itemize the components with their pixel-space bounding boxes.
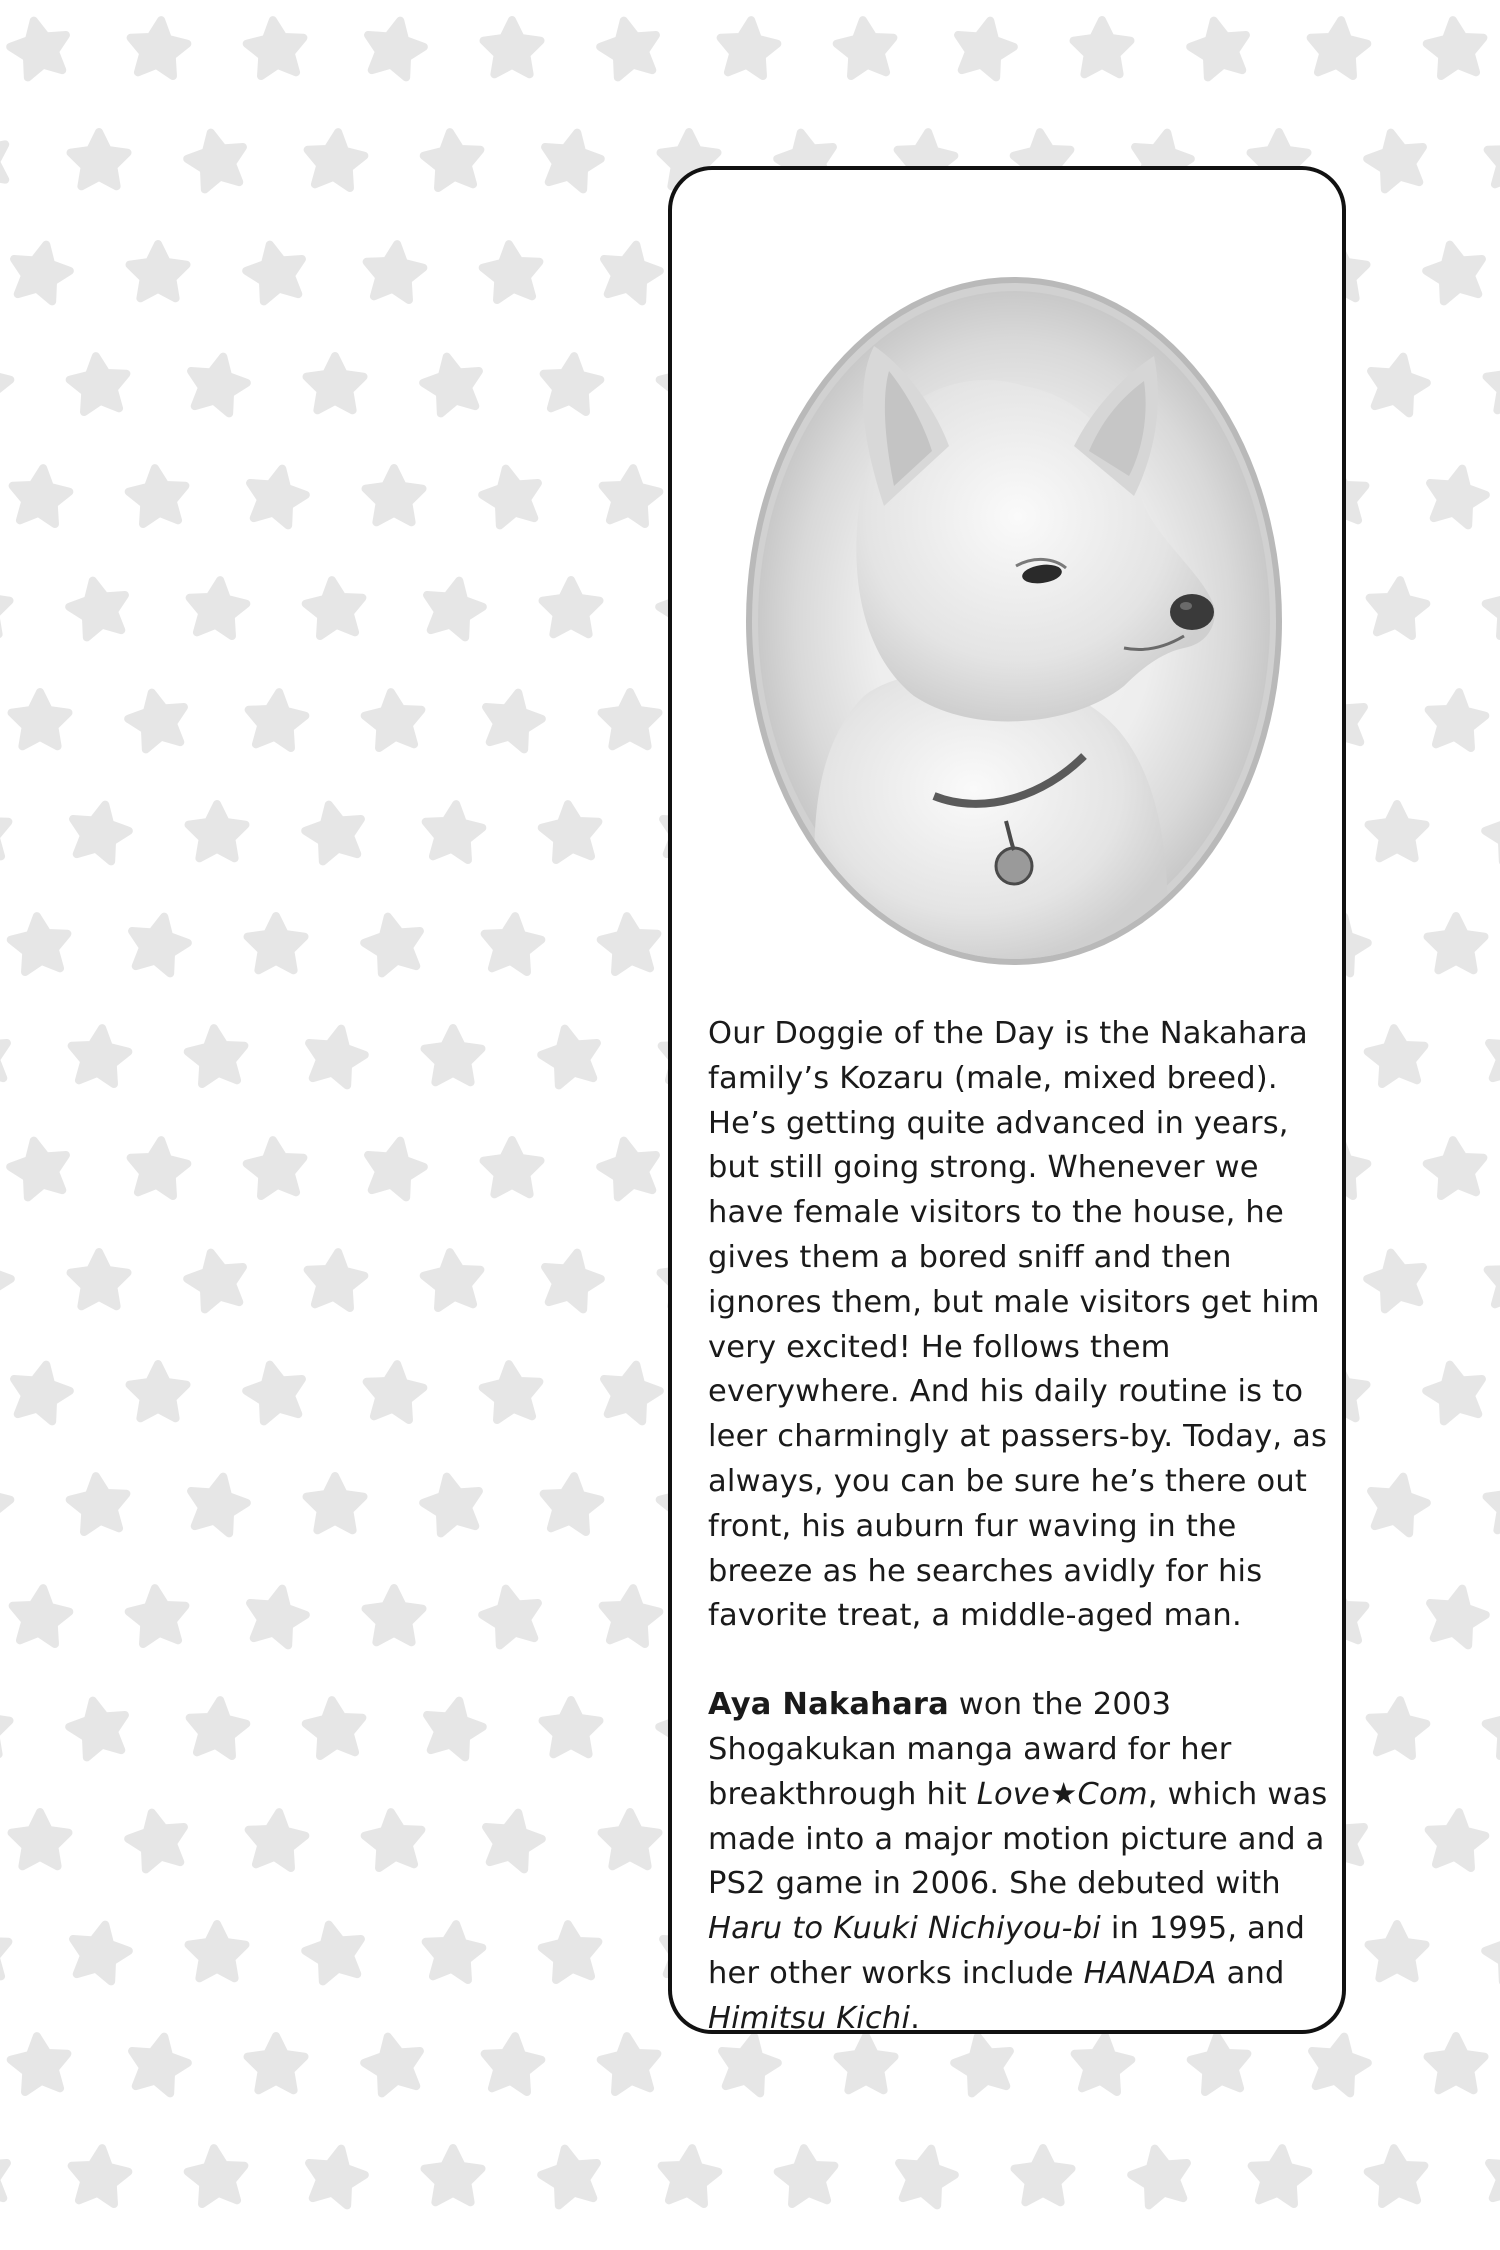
star-icon [481,1361,543,1421]
star-icon [1248,2145,1310,2205]
star-icon [1487,356,1500,410]
star-icon [361,1135,428,1200]
star-icon [596,1135,663,1200]
star-icon [540,1473,602,1533]
star-icon [1484,1249,1500,1309]
star-icon [1366,1025,1428,1085]
star-icon [1369,804,1426,858]
star-icon [1481,1919,1500,1984]
bio-text-5: . [910,2000,921,2036]
star-icon [242,239,309,304]
star-icon [597,1359,664,1424]
star-icon [0,125,16,194]
star-icon [127,1585,189,1645]
star-icon [543,1700,600,1754]
bio-text-3: in 1995, and her other works include [708,1911,1306,1991]
star-icon [184,351,251,416]
work-title-himitsu-kichi: Himitsu Kichi [708,2000,911,2036]
star-icon [124,1807,191,1872]
star-icon [243,463,310,528]
star-icon [422,1921,484,1981]
star-icon [425,2148,482,2202]
star-icon [304,1697,366,1757]
star-icon [7,1359,74,1424]
star-icon [9,465,71,525]
star-icon [838,2036,895,2090]
bio-text-4: and [1216,1955,1285,1991]
star-icon [363,241,425,301]
star-icon [481,913,543,973]
star-icon [420,575,487,640]
star-icon [68,1473,130,1533]
star-icon [1425,689,1487,749]
star-icon [0,801,12,861]
star-icon [0,1473,12,1533]
star-icon [538,1247,605,1312]
author-name: Aya Nakahara [708,1687,949,1723]
star-icon [0,2143,14,2208]
star-icon [186,1025,248,1085]
star-icon [599,2033,661,2093]
star-icon [419,1471,486,1536]
work-title-love-com: Love★Com [976,1776,1148,1812]
star-icon [599,1585,661,1645]
star-icon [6,15,73,80]
star-icon [12,1812,69,1866]
star-icon [1482,2143,1500,2208]
star-icon [363,689,425,749]
star-icon [1189,2033,1251,2093]
star-icon [1482,1023,1500,1088]
star-icon [1484,1697,1500,1757]
star-icon [717,17,779,77]
star-icon [7,239,74,304]
star-icon [245,1809,307,1869]
star-icon [596,15,663,80]
star-icon [419,351,486,416]
star-icon [360,911,427,976]
star-icon [307,356,364,410]
star-icon [422,801,484,861]
star-icon [478,463,545,528]
star-icon [66,799,133,864]
photo-caption: Our Doggie of the Day is the Nakahara family’s Kozaru (male, mixed breed). He’s getting quite advanced in years, but still going strong. Whenever we have female visitors to the house, he gives them a bored sniff and then ignores them, but male visitors get him very excited! He follows them everywhere. And his daily routine is to leer charmingly at passers-by. Today, as always, you can be sure he’s there out front, his auburn fur waving in the breeze as he searches avidly for his favorite treat, a middle-aged man. [708,1016,1328,1634]
star-icon [1127,2143,1194,2208]
dog-photo [744,276,1284,966]
star-icon [66,1919,133,1984]
star-icon [65,1695,132,1760]
star-icon [602,1812,659,1866]
star-icon [537,2143,604,2208]
star-icon [1422,239,1489,304]
star-icon [302,2143,369,2208]
bio-text-2: , which was made into a major motion picture and a PS2 game in 2006. She debuted with [708,1776,1328,1902]
bio-text-1: won the 2003 Shogakukan manga award for her breakthrough hit [708,1687,1232,1812]
star-icon [127,17,189,77]
star-icon [245,1137,307,1197]
star-icon [304,577,366,637]
work-title-hanada: HANADA [1083,1955,1217,1991]
star-icon [1364,1471,1431,1536]
star-icon [951,15,1018,80]
star-icon [1484,129,1500,189]
star-icon [1487,1476,1500,1530]
info-panel [668,166,1346,2034]
star-icon [1363,127,1430,192]
text-block [708,1012,1328,2042]
star-icon [1074,20,1131,74]
star-icon [1484,577,1500,637]
star-icon [183,127,250,192]
star-icon [1422,1359,1489,1424]
star-icon [422,1249,484,1309]
star-icon [835,17,897,77]
star-icon [248,916,305,970]
star-icon [245,17,307,77]
star-icon [130,244,187,298]
star-icon [124,687,191,752]
star-icon [1481,799,1500,864]
star-icon [125,911,192,976]
star-icon [658,2145,720,2205]
star-icon [127,465,189,525]
star-icon [248,2036,305,2090]
star-icon [360,2031,427,2096]
star-icon [481,241,543,301]
star-icon [0,1921,12,1981]
star-icon [186,1697,248,1757]
star-icon [366,468,423,522]
star-icon [1364,351,1431,416]
star-icon [189,804,246,858]
star-icon [537,1023,604,1088]
star-icon [1307,17,1369,77]
star-icon [1428,916,1485,970]
star-icon [307,1476,364,1530]
star-icon [186,577,248,637]
star-icon [71,1252,128,1306]
star-icon [184,1471,251,1536]
star-icon [301,1919,368,1984]
star-icon [484,20,541,74]
star-icon [366,1588,423,1642]
star-icon [189,1924,246,1978]
star-icon [125,2031,192,2096]
star-icon [130,1364,187,1418]
star-icon [599,465,661,525]
star-icon [68,2145,130,2205]
star-icon [1071,2033,1133,2093]
star-icon [71,132,128,186]
star-icon [481,2033,543,2093]
star-icon [9,2033,71,2093]
star-icon [0,1247,15,1312]
star-icon [479,687,546,752]
star-icon [0,353,12,413]
star-icon [1363,1247,1430,1312]
star-icon [1015,2148,1072,2202]
star-icon [484,1140,541,1194]
star-icon [1366,2145,1428,2205]
star-icon [538,127,605,192]
star-icon [1369,1924,1426,1978]
star-icon [892,2143,959,2208]
star-icon [1425,17,1487,77]
star-icon [597,239,664,304]
star-icon [243,1583,310,1648]
star-icon [186,2145,248,2205]
star-icon [9,913,71,973]
star-icon [6,1135,73,1200]
star-icon [1425,1809,1487,1869]
star-icon [599,913,661,973]
star-icon [540,801,602,861]
star-icon [361,15,428,80]
star-icon [302,1023,369,1088]
star-icon [1366,1697,1428,1757]
star-icon [420,1695,487,1760]
star-icon [1425,1137,1487,1197]
star-icon [479,1807,546,1872]
star-icon [425,1028,482,1082]
star-icon [540,353,602,413]
star-icon [68,1025,130,1085]
star-icon [183,1247,250,1312]
star-icon [1366,577,1428,637]
star-icon [245,689,307,749]
star-icon [68,353,130,413]
star-icon [304,129,366,189]
star-icon [1423,463,1490,528]
star-icon [242,1359,309,1424]
star-icon [12,692,69,746]
star-icon [127,1137,189,1197]
work-title-haru-to-kuuki: Haru to Kuuki Nichiyou-bi [708,1911,1101,1947]
star-icon [1428,2036,1485,2090]
star-icon [363,1809,425,1869]
star-icon [0,580,10,634]
star-icon [422,129,484,189]
star-icon [540,1921,602,1981]
star-icon [1186,15,1253,80]
author-bio [708,1683,1328,2041]
star-icon [363,1361,425,1421]
star-icon [478,1583,545,1648]
star-icon [65,575,132,640]
star-icon [304,1249,366,1309]
star-icon [1423,1583,1490,1648]
star-icon [0,1700,10,1754]
star-icon [9,1585,71,1645]
star-icon [543,580,600,634]
star-icon [0,1023,14,1088]
star-icon [602,692,659,746]
star-icon [301,799,368,864]
star-icon [776,2145,838,2205]
